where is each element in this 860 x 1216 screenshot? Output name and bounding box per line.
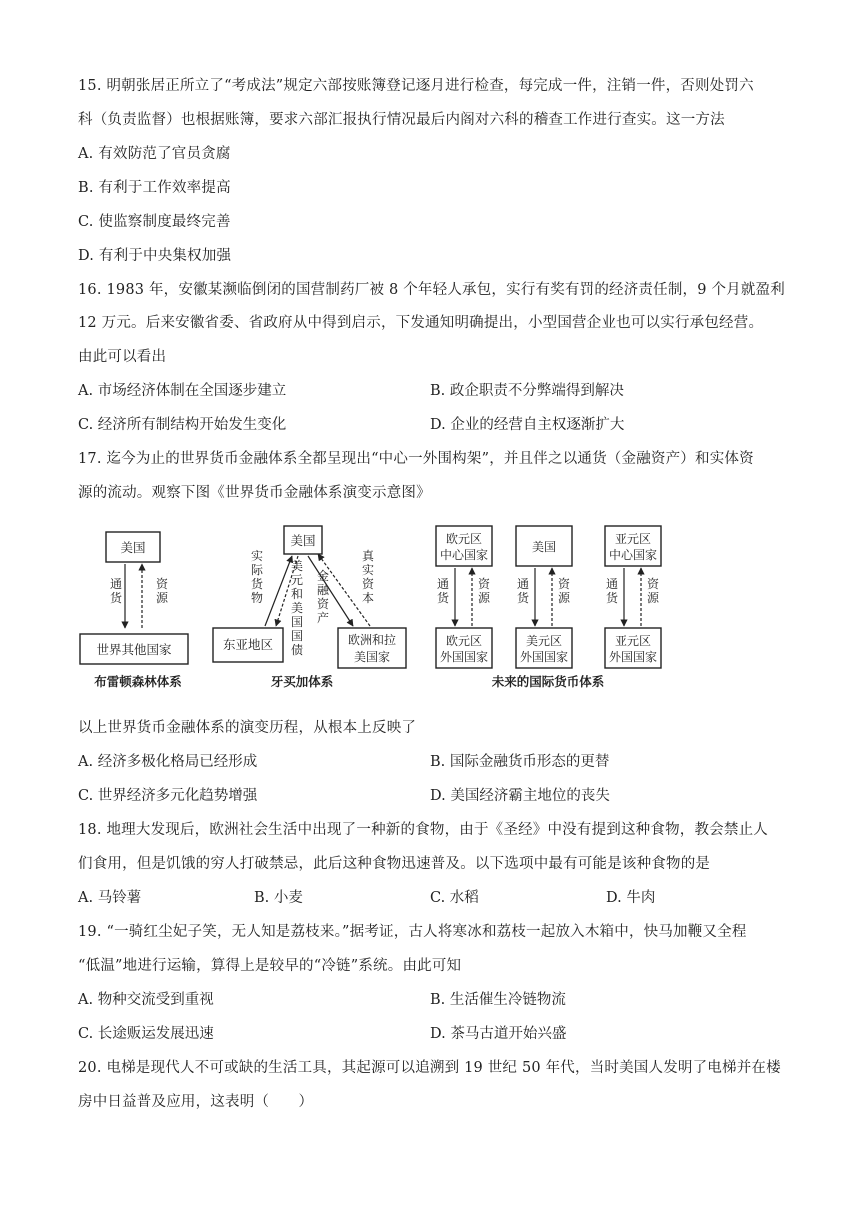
bretton-woods-group: [80, 532, 188, 689]
q19-option-c: C. 长途贩运发展迅速: [78, 1026, 214, 1042]
jm-capital-label: 真实资本: [362, 549, 375, 605]
q17-option-a: A. 经济多极化格局已经形成: [78, 754, 258, 770]
q17-stem-line1: 17. 迄今为止的世界货币金融体系全都呈现出“中心一外围构架”，并且伴之以通货（金融资产）和实体资: [78, 451, 754, 467]
future-bottom-label-0: 外国国家: [439, 650, 489, 664]
q20-stem-line1: 20. 电梯是现代人不可或缺的生活工具，其起源可以追溯到 19 世纪 50 年代，当时美国人发明了电梯并在楼: [78, 1060, 781, 1076]
q15-option-d: D. 有利于中央集权加强: [78, 248, 232, 264]
q15-option-c: C. 使监察制度最终完善: [78, 214, 231, 230]
jm-goods-label: 实际货物: [251, 549, 264, 605]
q19-option-a: A. 物种交流受到重视: [78, 992, 214, 1008]
future-bottom-label-2: 亚元区: [614, 634, 652, 648]
future-group: [436, 526, 661, 689]
jamaica-group: [213, 526, 406, 689]
jm-finance-arrow: [308, 556, 353, 626]
bw-bottom-label: 世界其他国家: [96, 642, 172, 657]
future-bottom-label-0: 欧元区: [445, 634, 483, 648]
q18-option-c: C. 水稻: [430, 890, 479, 906]
q20-stem-line2: 房中日益普及应用，这表明（ ）: [78, 1094, 314, 1110]
q17-option-b: B. 国际金融货币形态的更替: [430, 754, 610, 770]
q18-option-b: B. 小麦: [254, 890, 303, 906]
q16-option-d: D. 企业的经营自主权逐渐扩大: [430, 417, 625, 433]
q16-option-a: A. 市场经济体制在全国逐步建立: [78, 383, 287, 399]
future-currency-label-0: 通货: [437, 577, 450, 605]
q17-question: 以上世界货币金融体系的演变历程，从根本上反映了: [78, 720, 417, 736]
q19-stem-line1: 19. “一骑红尘妃子笑，无人知是荔枝来。”据考证，古人将寒冰和荔枝一起放入木箱中，快马加鞭又全程: [78, 924, 747, 940]
future-currency-label-2: 通货: [606, 577, 619, 605]
jm-goods-arrow: [265, 556, 292, 626]
bw-resource-label: 资源: [156, 577, 169, 605]
q17-stem-line2: 源的流动。观察下图《世界货币金融体系演变示意图》: [78, 485, 431, 501]
q17-option-c: C. 世界经济多元化趋势增强: [78, 788, 258, 804]
jm-caption: 牙买加体系: [270, 674, 334, 689]
q16-option-c: C. 经济所有制结构开始发生变化: [78, 417, 287, 433]
jm-right-label-1: 欧洲和拉: [347, 633, 397, 647]
future-top-label-2: 亚元区: [614, 532, 652, 546]
bw-top-label: 美国: [120, 540, 146, 555]
q16-stem-line2: 12 万元。后来安徽省委、省政府从中得到启示，下发通知明确提出，小型国营企业也可以实行承包经营。: [78, 315, 764, 331]
q18-option-d: D. 牛肉: [606, 890, 656, 906]
future-top-label-0: 中心国家: [439, 548, 489, 562]
future-currency-label-1: 通货: [517, 577, 530, 605]
jm-top-label: 美国: [290, 533, 316, 548]
bw-currency-label: 通货: [110, 577, 123, 605]
future-top-label-0: 欧元区: [445, 532, 483, 546]
future-resource-label-1: 资源: [558, 577, 571, 605]
q16-stem-line1: 16. 1983 年，安徽某濒临倒闭的国营制药厂被 8 个年轻人承包，实行有奖有罚的经济责任制，9 个月就盈利: [78, 282, 785, 298]
future-resource-label-2: 资源: [647, 577, 660, 605]
q18-option-a: A. 马铃薯: [78, 890, 142, 906]
future-bottom-label-1: 外国国家: [519, 650, 569, 664]
q18-stem-line1: 18. 地理大发现后，欧洲社会生活中出现了一种新的食物，由于《圣经》中没有提到这种食物，教会禁止人: [78, 822, 768, 838]
future-bottom-label-2: 外国国家: [608, 650, 658, 664]
future-top-label-2: 中心国家: [608, 548, 658, 562]
future-caption: 未来的国际货币体系: [491, 674, 605, 689]
q16-option-b: B. 政企职责不分弊端得到解决: [430, 383, 624, 399]
bw-caption: 布雷顿森林体系: [94, 674, 182, 689]
q15-option-b: B. 有利于工作效率提高: [78, 180, 231, 196]
future-bottom-label-1: 美元区: [525, 634, 563, 648]
jm-left-label: 东亚地区: [222, 637, 274, 652]
q15-stem-line1: 15. 明朝张居正所立了“考成法”规定六部按账簿登记逐月进行检查，每完成一件，注销一件，否则处罚六: [78, 78, 754, 94]
future-top-label-1: 美国: [531, 540, 557, 554]
q17-option-d: D. 美国经济霸主地位的丧失: [430, 788, 610, 804]
q15-stem-line2: 科（负责监督）也根据账簿，要求六部汇报执行情况最后内阁对六科的稽查工作进行查实。这一方法: [78, 112, 725, 128]
future-resource-label-0: 资源: [478, 577, 491, 605]
jm-usd-label: 美元和美国国债: [291, 559, 304, 657]
jm-finance-label: 金融资产: [317, 569, 330, 625]
q19-option-b: B. 生活催生冷链物流: [430, 992, 566, 1008]
q19-option-d: D. 茶马古道开始兴盛: [430, 1026, 567, 1042]
jm-right-label-2: 美国家: [353, 650, 391, 664]
q16-stem-line3: 由此可以看出: [78, 349, 167, 365]
q19-stem-line2: “低温”地进行运输，算得上是较早的“冷链”系统。由此可知: [78, 958, 462, 974]
q18-stem-line2: 们食用，但是饥饿的穷人打破禁忌，此后这种食物迅速普及。以下选项中最有可能是该种食物的是: [78, 856, 711, 872]
q15-option-a: A. 有效防范了官员贪腐: [78, 146, 231, 162]
monetary-system-diagram: [70, 516, 690, 696]
